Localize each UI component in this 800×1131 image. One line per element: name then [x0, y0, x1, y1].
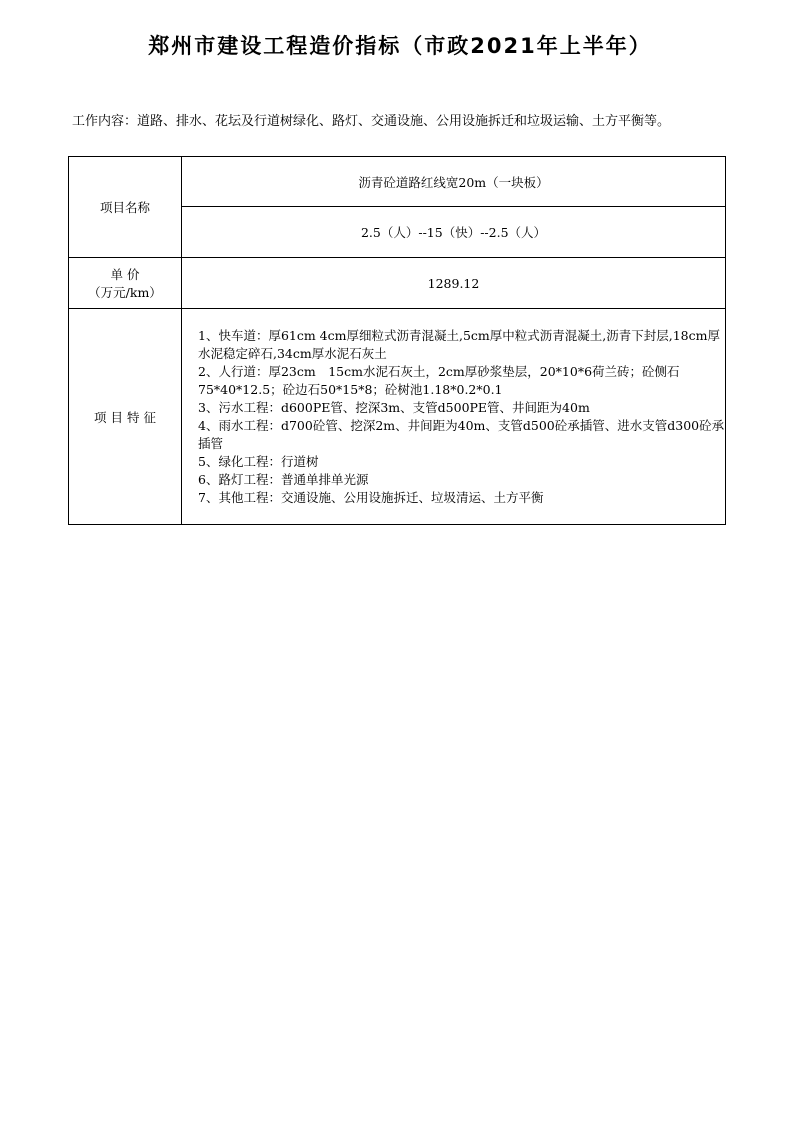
- feature-item: 3、污水工程：d600PE管、挖深3m、支管d500PE管、井间距为40m: [198, 399, 590, 415]
- feature-item: 7、其他工程：交通设施、公用设施拆迁、垃圾清运、土方平衡: [198, 489, 544, 505]
- project-name-label: 项目名称: [69, 157, 182, 258]
- feature-item: 2、人行道：厚23cm 15cm水泥石灰土，2cm厚砂浆垫层，20*10*6荷兰砖；砼侧石75*40*12.5；砼边石50*15*8；砼树池1.18*0.2*0.1: [198, 363, 680, 397]
- features-label: 项 目 特 征: [69, 309, 182, 525]
- unit-price-value: 1289.12: [182, 258, 726, 309]
- feature-item: 1、快车道：厚61cm 4cm厚细粒式沥青混凝土,5cm厚中粒式沥青混凝土,沥青下封层,18cm厚水泥稳定碎石,34cm厚水泥石灰土: [198, 327, 720, 361]
- unit-price-unit: （万元/km）: [88, 285, 162, 300]
- cost-index-table: [68, 156, 726, 525]
- work-content: 工作内容：道路、排水、花坛及行道树绿化、路灯、交通设施、公用设施拆迁和垃圾运输、土方平衡等。: [72, 114, 671, 129]
- unit-price-label: 单 价: [110, 267, 140, 282]
- feature-item: 4、雨水工程：d700砼管、挖深2m、井间距为40m、支管d500砼承插管、进水支管d300砼承插管: [198, 417, 725, 451]
- features-cell: [182, 309, 726, 525]
- feature-item: 5、绿化工程：行道树: [198, 453, 319, 469]
- project-name-line1: 沥青砼道路红线宽20m（一块板）: [182, 157, 726, 207]
- feature-item: 6、路灯工程：普通单排单光源: [198, 471, 369, 487]
- unit-price-label-cell: [69, 258, 182, 309]
- project-name-line2: 2.5（人）--15（快）--2.5（人）: [182, 207, 726, 258]
- page-title: 郑州市建设工程造价指标（市政2021年上半年）: [148, 34, 652, 58]
